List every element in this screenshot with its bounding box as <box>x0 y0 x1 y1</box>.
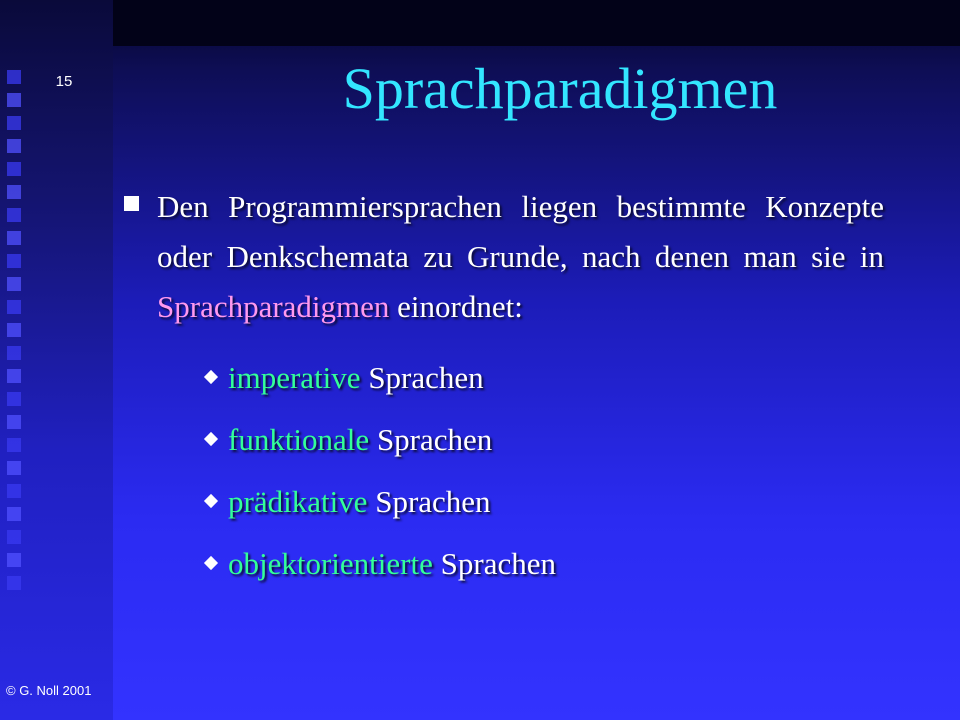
paradigm-suffix: Sprachen <box>367 484 491 519</box>
paradigm-name: imperative <box>228 360 361 395</box>
diamond-bullet-icon <box>204 556 218 570</box>
main-bullet-text <box>157 182 884 332</box>
paradigm-name: funktionale <box>228 422 370 457</box>
decorative-squares <box>7 70 29 599</box>
top-band <box>113 0 960 46</box>
list-item <box>203 544 803 606</box>
diamond-bullet-icon <box>204 432 218 446</box>
main-bullet <box>124 182 884 332</box>
square-bullet-icon <box>124 196 139 211</box>
paradigm-suffix: Sprachen <box>369 422 493 457</box>
diamond-bullet-icon <box>204 494 218 508</box>
bullet-text-after: einordnet: <box>389 289 523 324</box>
slide-number: 15 <box>55 73 73 90</box>
bullet-text-before: Den Programmiersprachen liegen bestimmte Konzepte oder Denkschemata zu Grunde, nach denen man sie in <box>157 189 884 274</box>
list-item <box>203 482 803 544</box>
paradigm-suffix: Sprachen <box>432 546 556 581</box>
paradigm-suffix: Sprachen <box>360 360 484 395</box>
copyright-notice: © G. Noll 2001 <box>6 683 92 698</box>
paradigm-list <box>203 358 803 606</box>
list-item <box>203 420 803 482</box>
paradigm-name: prädikative <box>228 484 368 519</box>
paradigm-name: objektorientierte <box>228 546 433 581</box>
diamond-bullet-icon <box>204 370 218 384</box>
slide-title: Sprachparadigmen <box>342 56 778 121</box>
bullet-highlight: Sprachparadigmen <box>157 289 390 324</box>
sidebar <box>0 0 113 720</box>
list-item <box>203 358 803 420</box>
